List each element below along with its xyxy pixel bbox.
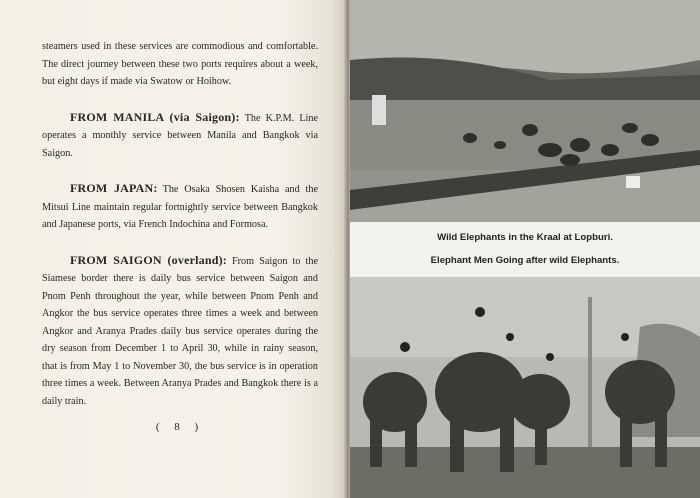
text-column xyxy=(42,38,318,435)
section-body: The K.P.M. Line operates a monthly service between Manila and Bangkok via Saigon. xyxy=(42,112,318,159)
right-page xyxy=(350,0,700,498)
section-heading: FROM SAIGON (overland): xyxy=(70,252,227,267)
photo-elephant-kraal xyxy=(350,0,700,222)
section-body: From Saigon to the Siamese border there is daily bus service between Saigon and Pnom Penh throughout the year, while between Pnom Penh and Angkor the bus service operates three times a week and between Angkor and Aranya Prades daily bus service operates during the dry season from December 1 to April 30, while in rainy season, that is from May 1 to November 30, the bus service is in operation three times a week. Between Aranya Prades and Bangkok there is a daily train. xyxy=(42,255,318,407)
section-manila xyxy=(42,109,318,163)
section-saigon xyxy=(42,252,318,411)
section-japan xyxy=(42,180,318,234)
left-page xyxy=(0,0,346,498)
continuation-paragraph: steamers used in these services are commodious and comfortable. The direct journey between these two ports requires about a week, but eight days if made via Swatow or Hoihow. xyxy=(42,41,318,87)
section-heading: FROM MANILA (via Saigon): xyxy=(70,109,240,124)
caption-kraal: Wild Elephants in the Kraal at Lopburi. xyxy=(437,232,613,243)
section-body: The Osaka Shosen Kaisha and the Mitsui Line maintain regular fortnightly service between Bangkok and Japanese ports, via French Indochina and Formosa. xyxy=(42,184,318,230)
section-heading: FROM JAPAN: xyxy=(70,181,158,195)
page-number: ( 8 ) xyxy=(155,421,205,433)
photo-elephant-men xyxy=(350,277,700,498)
caption-elephant-men: Elephant Men Going after wild Elephants. xyxy=(430,255,620,266)
